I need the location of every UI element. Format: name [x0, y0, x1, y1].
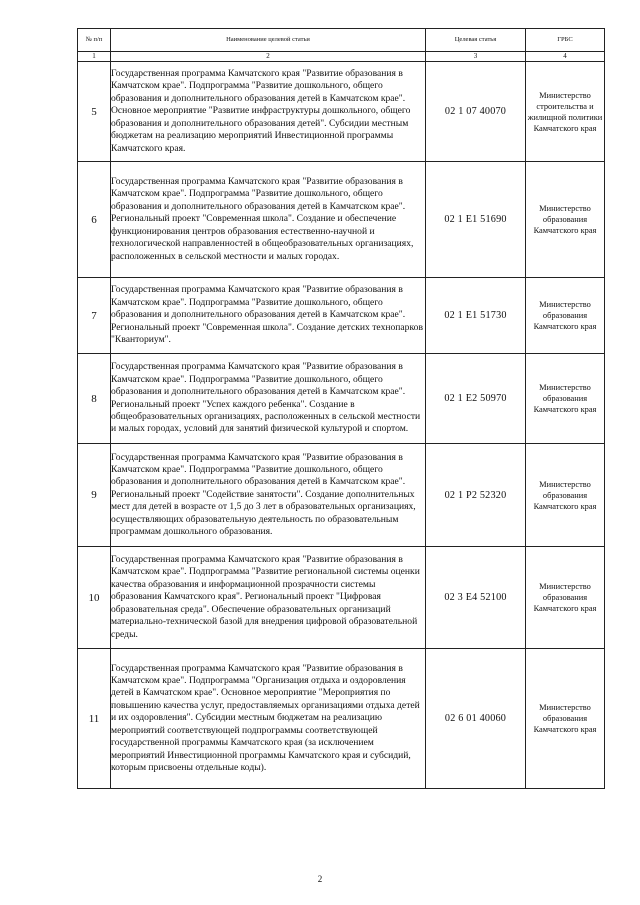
table-header-row — [78, 29, 605, 52]
row-grbs: Министерство строительства и жилищной политики Камчатского края — [526, 62, 605, 162]
header-name: Наименование целевой статьи — [111, 29, 426, 52]
page-number: 2 — [317, 874, 323, 884]
row-target-code: 02 1 E1 51690 — [426, 162, 526, 278]
column-index: 1 — [78, 52, 111, 62]
row-grbs: Министерство образования Камчатского края — [526, 354, 605, 444]
row-target-code: 02 1 E2 50970 — [426, 354, 526, 444]
row-grbs: Министерство образования Камчатского края — [526, 547, 605, 649]
row-target-code: 02 3 E4 52100 — [426, 547, 526, 649]
row-description: Государственная программа Камчатского края "Развитие образования в Камчатском крае". Подпрограмма "Развитие дошкольного, общего образования и дополнительного образования детей в Камчатском крае". Основное мероприятие "Развитие инфраструктуры дошкольного, общего образования и дополнительного образования детей". Субсидии местным бюджетам на реализацию мероприятий Инвестиционной программы Камчатского края. — [111, 62, 426, 162]
row-description: Государственная программа Камчатского края "Развитие образования в Камчатском крае". Подпрограмма "Развитие дошкольного, общего образования и дополнительного образования детей в Камчатском крае". Региональный проект "Современная школа". Создание и обеспечение функционирования центров образования естественно-научной и технологической направленностей в общеобразовательных организациях, расположенных в сельской местности и малых городах. — [111, 162, 426, 278]
column-index-row — [78, 52, 605, 62]
column-index: 3 — [426, 52, 526, 62]
row-number: 7 — [78, 278, 111, 354]
row-target-code: 02 1 E1 51730 — [426, 278, 526, 354]
row-description: Государственная программа Камчатского края "Развитие образования в Камчатском крае". Подпрограмма "Организация отдыха и оздоровления детей в Камчатском крае". Основное мероприятие "Мероприятия по повышению качества услуг, предоставляемых организациями отдыха детей и их оздоровления". Субсидии местным бюджетам на реализацию мероприятий соответствующей подпрограммы соответствующей государственной программы Камчатского края (за исключением мероприятий Инвестиционной программы Камчатского края и субсидий, которым присвоены отдельные коды). — [111, 649, 426, 789]
column-index: 2 — [111, 52, 426, 62]
header-code: Целевая статья — [426, 29, 526, 52]
row-number: 5 — [78, 62, 111, 162]
target-articles-table — [77, 28, 605, 789]
row-description: Государственная программа Камчатского края "Развитие образования в Камчатском крае". Подпрограмма "Развитие дошкольного, общего образования и дополнительного образования детей в Камчатском крае". Региональный проект "Содействие занятости". Создание дополнительных мест для детей в возрасте от 1,5 до 3 лет в образовательных организациях, осуществляющих образовательную деятельность по образовательным программам дошкольного образования. — [111, 444, 426, 547]
row-description: Государственная программа Камчатского края "Развитие образования в Камчатском крае". Подпрограмма "Развитие региональной системы оценки качества образования и информационной прозрачности системы образования Камчатского края". Региональный проект "Цифровая образовательная среда". Обеспечение образовательных организаций материально-технической базой для внедрения цифровой образовательной среды. — [111, 547, 426, 649]
row-number: 10 — [78, 547, 111, 649]
table-row — [78, 62, 605, 162]
row-description: Государственная программа Камчатского края "Развитие образования в Камчатском крае". Подпрограмма "Развитие дошкольного, общего образования и дополнительного образования детей в Камчатском крае". Региональный проект "Современная школа". Создание детских технопарков "Кванториум". — [111, 278, 426, 354]
table-row — [78, 162, 605, 278]
row-target-code: 02 6 01 40060 — [426, 649, 526, 789]
table-row — [78, 547, 605, 649]
column-index: 4 — [526, 52, 605, 62]
table-row — [78, 444, 605, 547]
row-number: 6 — [78, 162, 111, 278]
row-target-code: 02 1 07 40070 — [426, 62, 526, 162]
row-grbs: Министерство образования Камчатского края — [526, 162, 605, 278]
row-grbs: Министерство образования Камчатского края — [526, 278, 605, 354]
table-row — [78, 354, 605, 444]
header-number: № п/п — [78, 29, 111, 52]
row-grbs: Министерство образования Камчатского края — [526, 444, 605, 547]
row-description: Государственная программа Камчатского края "Развитие образования в Камчатском крае". Подпрограмма "Развитие дошкольного, общего образования и дополнительного образования детей в Камчатском крае". Региональный проект "Успех каждого ребенка". Создание в общеобразовательных организациях, расположенных в сельской местности и малых городах, условий для занятий физической культурой и спортом. — [111, 354, 426, 444]
row-number: 11 — [78, 649, 111, 789]
row-number: 9 — [78, 444, 111, 547]
header-grbs: ГРБС — [526, 29, 605, 52]
table-row — [78, 278, 605, 354]
table-row — [78, 649, 605, 789]
row-grbs: Министерство образования Камчатского края — [526, 649, 605, 789]
row-target-code: 02 1 P2 52320 — [426, 444, 526, 547]
row-number: 8 — [78, 354, 111, 444]
